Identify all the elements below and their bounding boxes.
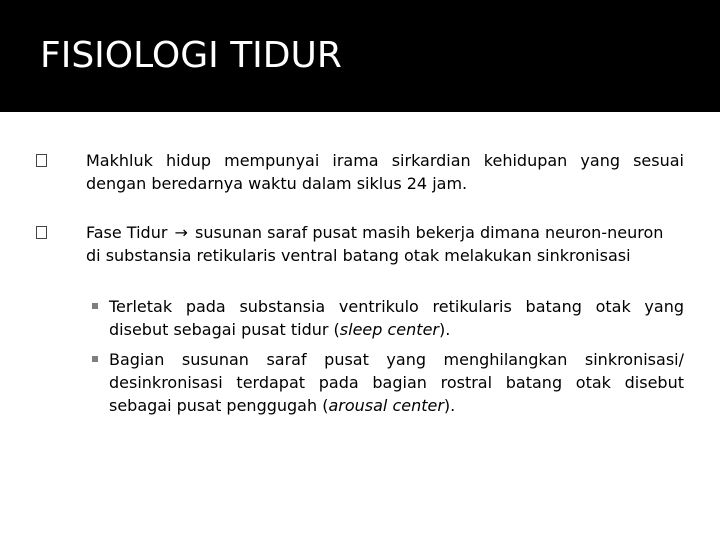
- sub-bullet-2: [109, 348, 684, 417]
- sub-bullet-1-line-1: Terletak pada substansia ventrikulo retikularis batang otak yang: [109, 297, 684, 316]
- square-bullet-icon: [92, 356, 98, 362]
- arrow-right-icon: →: [174, 223, 188, 242]
- slide-title: FISIOLOGI TIDUR: [40, 35, 342, 76]
- bullet-2-line-1: [86, 221, 684, 244]
- bullet-1-line-2: dengan beredarnya waktu dalam siklus 24 jam.: [86, 174, 468, 193]
- bullet-1-line-1: Makhluk hidup mempunyai irama sirkardian kehidupan yang sesuai: [86, 151, 684, 170]
- bullet-1: [86, 149, 684, 195]
- sub-bullet-2-line-2: desinkronisasi terdapat pada bagian rostral batang otak disebut: [109, 373, 684, 392]
- sub-bullet-2-end: ).: [443, 396, 456, 415]
- sub-bullet-1-end: ).: [438, 320, 451, 339]
- sub-bullet-1-line-2: [109, 318, 684, 341]
- sub-bullet-1: [109, 295, 684, 341]
- square-bullet-icon: [92, 303, 98, 309]
- sub-bullet-2-line-1: Bagian susunan saraf pusat yang menghilangkan sinkronisasi/: [109, 350, 684, 369]
- sub-bullet-2-line-3: [109, 394, 684, 417]
- bullet-marker-icon: [36, 226, 47, 239]
- bullet-2-line-2: di substansia retikularis ventral batang otak melakukan sinkronisasi: [86, 246, 631, 265]
- sub-bullet-1-emphasis: sleep center: [339, 320, 439, 339]
- bullet-2: [86, 221, 684, 267]
- bullet-marker-icon: [36, 154, 47, 167]
- bullet-2-line-1-rest: susunan saraf pusat masih bekerja dimana neuron-neuron: [195, 223, 664, 242]
- sub-bullet-2-emphasis: arousal center: [328, 396, 444, 415]
- sub-bullet-2-text: sebagai pusat penggugah (: [109, 396, 329, 415]
- sub-bullet-1-text: disebut sebagai pusat tidur (: [109, 320, 340, 339]
- bullet-2-term: Fase Tidur: [86, 223, 168, 242]
